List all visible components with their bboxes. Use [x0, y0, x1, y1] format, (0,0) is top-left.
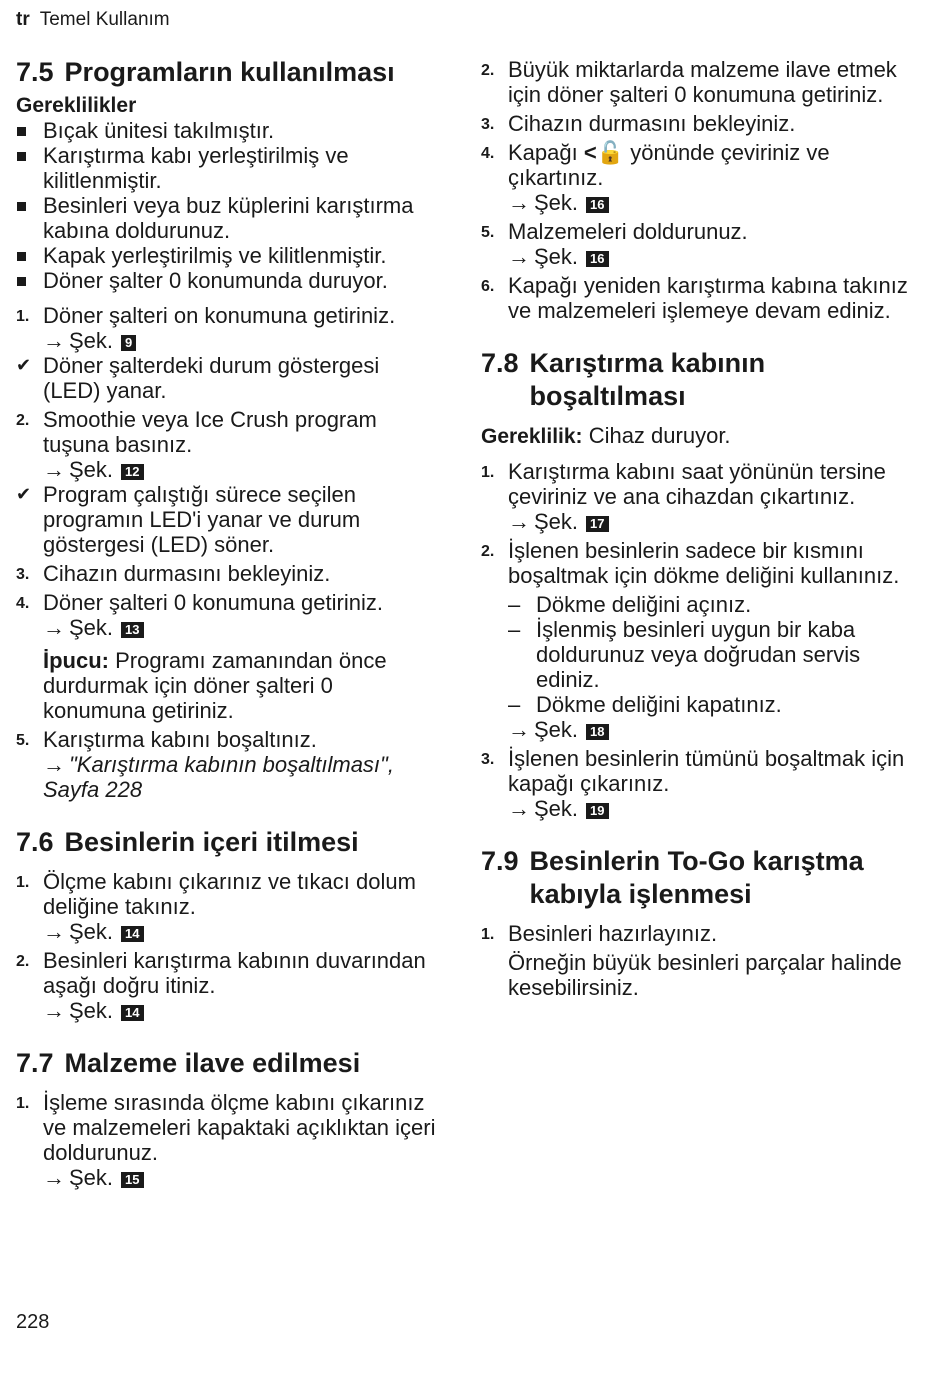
step-text: Smoothie veya Ice Crush program tuşuna basınız.: [43, 407, 377, 457]
step-text: İşlenen besinlerin sadece bir kısmını boşaltmak için dökme deliğini kullanınız.: [508, 538, 900, 588]
figure-reference: → Şek. 17: [508, 509, 921, 534]
section-7-5-heading: 7.5 Programların kullanılması: [16, 57, 395, 87]
arrow-right-icon: →: [43, 457, 65, 482]
figure-number-badge: 17: [586, 516, 608, 532]
step-text: Kapağı yeniden karıştırma kabına takınız ve malzemeleri işlemeye devam ediniz.: [508, 273, 908, 323]
step-item: 2. Smoothie veya Ice Crush program tuşuna basınız. → Şek. 12: [16, 407, 441, 482]
step-text: Döner şalteri 0 konumuna getiriniz.: [43, 590, 383, 615]
step-note: Örneğin büyük besinleri parçalar halinde kesebilirsiniz.: [508, 950, 902, 1000]
arrow-right-icon: →: [43, 919, 65, 944]
step-text: Malzemeleri doldurunuz.: [508, 219, 748, 244]
step-text: Ölçme kabını çıkarınız ve tıkacı dolum deliğine takınız.: [43, 869, 416, 919]
requirement-item: Bıçak ünitesi takılmıştır.: [16, 118, 441, 143]
arrow-right-icon: →: [43, 1165, 65, 1190]
step-text: Karıştırma kabını boşaltınız.: [43, 727, 317, 752]
tip-label: İpucu:: [43, 648, 109, 673]
right-column: [481, 0, 921, 1000]
arrow-right-icon: →: [43, 752, 65, 777]
figure-number-badge: 14: [121, 1005, 143, 1021]
step-item: 4. Döner şalteri 0 konumuna getiriniz. → Şek. 13: [16, 590, 441, 640]
step-item: 2. Besinleri karıştırma kabının duvarından aşağı doğru itiniz. → Şek. 14: [16, 948, 441, 1023]
requirement-item: Kapak yerleştirilmiş ve kilitlenmiştir.: [16, 243, 441, 268]
figure-number-badge: 18: [586, 724, 608, 740]
figure-reference: → Şek. 14: [43, 919, 441, 944]
checkmark-icon: ✔: [16, 355, 32, 375]
figure-number-badge: 19: [586, 803, 608, 819]
figure-reference: → Şek. 13: [43, 615, 441, 640]
requirement-label: Gereklilik:: [481, 425, 583, 448]
arrow-right-icon: →: [43, 998, 65, 1023]
figure-reference: → Şek. 16: [508, 244, 921, 269]
step-item: 4. Kapağı <🔓 yönünde çeviriniz ve çıkartınız. → Şek. 16: [481, 140, 921, 215]
left-column: [16, 0, 441, 1190]
section-7-6-heading: 7.6 Besinlerin içeri itilmesi: [16, 827, 359, 857]
figure-number-badge: 16: [586, 197, 608, 213]
section-7-8-heading: 7.8 Karıştırma kabının boşaltılması: [481, 348, 766, 411]
requirement-item: Besinleri veya buz küplerini karıştırma kabına doldurunuz.: [16, 193, 441, 243]
step-item: 6. Kapağı yeniden karıştırma kabına takınız ve malzemeleri işlemeye devam ediniz.: [481, 273, 908, 323]
figure-reference-line: → Şek. 18: [481, 717, 921, 742]
step-text: İşlenen besinlerin tümünü boşaltmak için kapağı çıkarınız.: [508, 746, 905, 796]
requirement-item: Karıştırma kabı yerleştirilmiş ve kilitlenmiştir.: [16, 143, 441, 193]
step-item: 1. Karıştırma kabını saat yönünün tersine çeviriniz ve ana cihazdan çıkartınız. → Şek. 17: [481, 459, 921, 534]
step-text: Besinleri hazırlayınız.: [508, 921, 718, 946]
cross-reference-link[interactable]: → "Karıştırma kabının boşaltılması", Sayfa 228: [43, 752, 394, 802]
header-title: Temel Kullanım: [39, 9, 170, 30]
tip-note: [16, 648, 441, 723]
step-text: İşleme sırasında ölçme kabını çıkarınız ve malzemeleri kapaktaki açıklıktan içeri doldurunuz.: [43, 1090, 436, 1165]
step-item: 3. İşlenen besinlerin tümünü boşaltmak için kapağı çıkarınız. → Şek. 19: [481, 746, 921, 821]
step-item: 1. Besinleri hazırlayınız.: [481, 921, 718, 946]
step-text: Cihazın durmasını bekleyiniz.: [43, 561, 331, 586]
step-item: 3. Cihazın durmasını bekleyiniz.: [481, 111, 796, 136]
step-item: 1. Ölçme kabını çıkarınız ve tıkacı dolum deliğine takınız. → Şek. 14: [16, 869, 441, 944]
step-item: 5. Karıştırma kabını boşaltınız. → "Karıştırma kabının boşaltılması", Sayfa 228: [16, 727, 441, 802]
rotate-unlock-icon: <🔓: [583, 140, 625, 165]
step-item: 1. İşleme sırasında ölçme kabını çıkarınız ve malzemeleri kapaktaki açıklıktan içeri doldurunuz. → Şek. 15: [16, 1090, 441, 1190]
figure-number-badge: 15: [121, 1172, 143, 1188]
step-item: 2. İşlenen besinlerin sadece bir kısmını boşaltmak için dökme deliğini kullanınız.: [481, 538, 900, 588]
section-7-7-heading: 7.7 Malzeme ilave edilmesi: [16, 1048, 361, 1078]
figure-reference: → Şek. 16: [508, 190, 921, 215]
page-number: 228: [16, 1311, 50, 1333]
figure-number-badge: 16: [586, 251, 608, 267]
requirement-text: Cihaz duruyor.: [588, 423, 731, 448]
figure-reference: → Şek. 14: [43, 998, 441, 1023]
figure-number-badge: 13: [121, 622, 143, 638]
figure-reference: → Şek. 12: [43, 457, 441, 482]
step-item: 3. Cihazın durmasını bekleyiniz.: [16, 561, 331, 586]
arrow-right-icon: →: [43, 615, 65, 640]
language-code: tr: [16, 9, 30, 30]
requirement-line: [481, 423, 921, 449]
sub-step-item: – Dökme deliğini açınız.: [481, 592, 921, 617]
sub-step-item: – Dökme deliğini kapatınız.: [481, 692, 921, 717]
checkmark-icon: ✔: [16, 484, 32, 504]
figure-number-badge: 12: [121, 464, 143, 480]
tip-text: Programı zamanından önce durdurmak için döner şalteri 0 konumuna getiriniz.: [43, 648, 387, 723]
step-text: Karıştırma kabını saat yönünün tersine çeviriniz ve ana cihazdan çıkartınız.: [508, 459, 886, 509]
step-text: Döner şalteri on konumuna getiriniz.: [43, 303, 396, 328]
arrow-right-icon: →: [508, 244, 530, 269]
step-item: 2. Büyük miktarlarda malzeme ilave etmek için döner şalteri 0 konumuna getiriniz.: [481, 57, 897, 107]
arrow-right-icon: →: [508, 509, 530, 534]
step-item: 1. Döner şalteri on konumuna getiriniz. → Şek. 9: [16, 303, 441, 353]
step-text: Besinleri karıştırma kabının duvarından aşağı doğru itiniz.: [43, 948, 426, 998]
result-item: ✔ Program çalıştığı sürece seçilen programın LED'i yanar ve durum göstergesi (LED) söner.: [16, 482, 361, 557]
step-text: Cihazın durmasını bekleyiniz.: [508, 111, 796, 136]
requirements-title: Gereklilikler: [16, 94, 137, 117]
arrow-right-icon: →: [508, 717, 530, 742]
figure-number-badge: 9: [121, 335, 136, 351]
figure-reference: → Şek. 9: [43, 328, 441, 353]
section-7-9-heading: 7.9 Besinlerin To-Go karıştma kabıyla işlenmesi: [481, 846, 864, 909]
figure-number-badge: 14: [121, 926, 143, 942]
step-item: 5. Malzemeleri doldurunuz. → Şek. 16: [481, 219, 921, 269]
result-item: ✔ Döner şalterdeki durum göstergesi (LED) yanar.: [16, 353, 380, 403]
arrow-right-icon: →: [508, 190, 530, 215]
figure-reference: → Şek. 19: [508, 796, 921, 821]
requirement-item: Döner şalter 0 konumunda duruyor.: [16, 268, 441, 293]
sub-step-item: – İşlenmiş besinleri uygun bir kaba doldurunuz veya doğrudan servis ediniz.: [481, 617, 921, 692]
figure-reference: → Şek. 15: [43, 1165, 441, 1190]
arrow-right-icon: →: [508, 796, 530, 821]
step-text: Büyük miktarlarda malzeme ilave etmek için döner şalteri 0 konumuna getiriniz.: [508, 57, 897, 107]
arrow-right-icon: →: [43, 328, 65, 353]
